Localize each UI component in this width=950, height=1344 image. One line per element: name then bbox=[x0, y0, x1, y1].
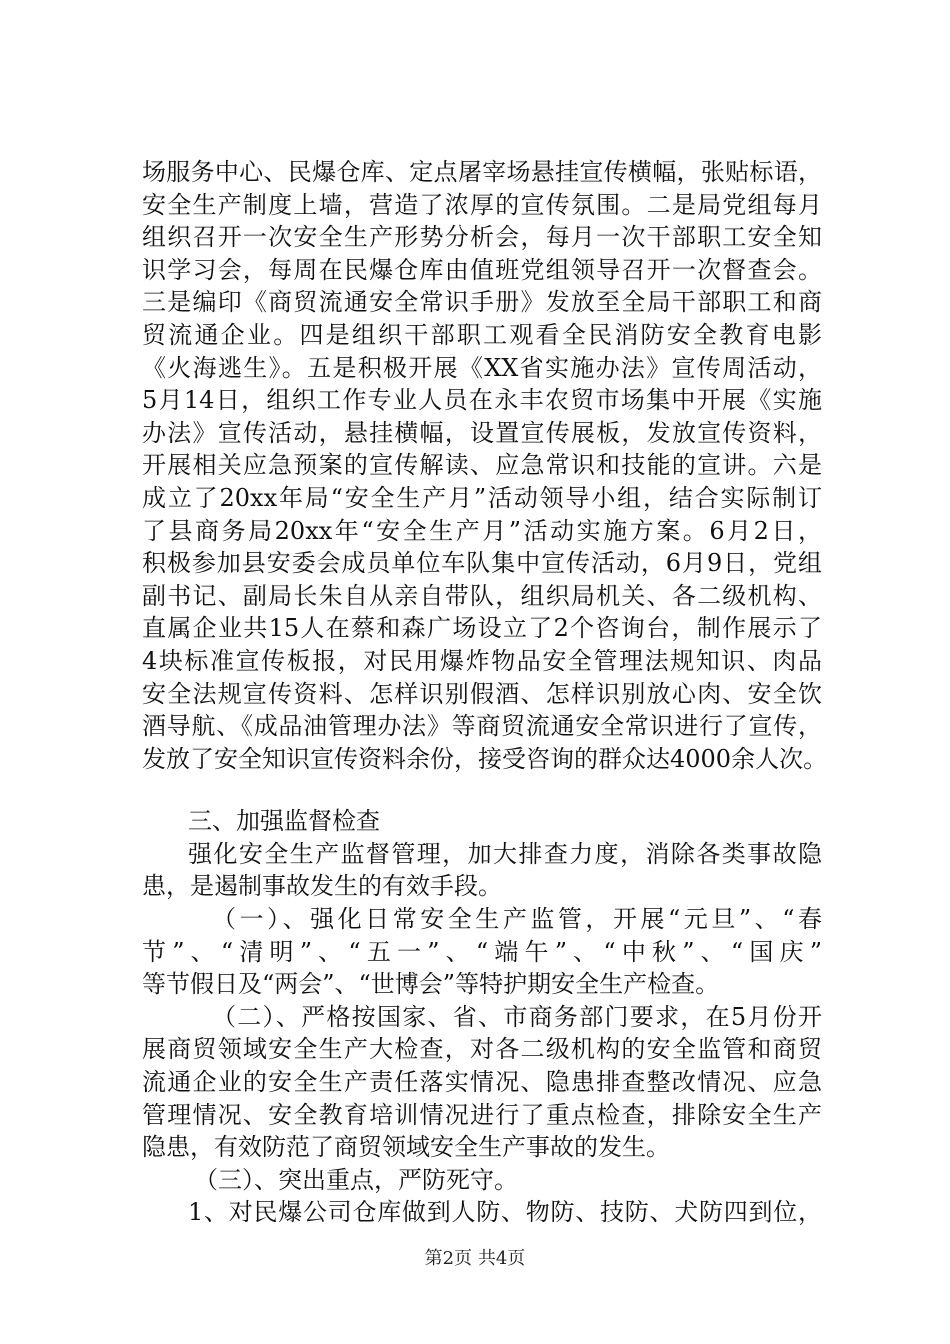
document-body bbox=[142, 156, 828, 1229]
paragraph-item-2 bbox=[142, 1001, 822, 1164]
paragraph-item-1 bbox=[142, 903, 822, 1001]
text-line: 酒导航、《成品油管理办法》等商贸流通安全常识进行了宣传， bbox=[142, 712, 822, 741]
text-line: 副书记、副局长朱自从亲自带队，组织局机关、各二级机构、 bbox=[142, 581, 822, 610]
text-line: 安全生产制度上墙，营造了浓厚的宣传氛围。二是局党组每月 bbox=[142, 190, 822, 219]
paragraph-intro bbox=[142, 838, 822, 903]
text-line: 场服务中心、民爆仓库、定点屠宰场悬挂宣传横幅，张贴标语， bbox=[142, 158, 822, 186]
text-line: 强化安全生产监督管理，加大排查力度，消除各类事故隐 bbox=[188, 839, 822, 868]
text-line: 5月14日，组织工作专业人员在永丰农贸市场集中开展《实施 bbox=[142, 386, 822, 415]
text-line: 4块标准宣传板报，对民用爆炸物品安全管理法规知识、肉品 bbox=[142, 646, 822, 675]
text-line: 发放了安全知识宣传资料余份，接受咨询的群众达4000余人次。 bbox=[142, 744, 828, 773]
text-line: 成立了20xx年局“安全生产月”活动领导小组，结合实际制订 bbox=[142, 483, 822, 512]
text-line: 等节假日及“两会”、“世博会”等特护期安全生产检查。 bbox=[142, 970, 720, 999]
text-line: 开展相关应急预案的宣传解读、应急常识和技能的宣讲。六是 bbox=[142, 451, 822, 480]
paragraph-item-3: （三）、突出重点，严防死守。 bbox=[194, 1165, 518, 1194]
text-line: （二）、严格按国家、省、市商务部门要求，在5月份开 bbox=[212, 1002, 822, 1031]
page-number-footer: 第2页 共4页 bbox=[424, 1248, 526, 1269]
paragraph-publicity bbox=[142, 156, 828, 775]
section-heading: 三、加强监督检查 bbox=[188, 807, 380, 836]
text-line: （一）、强化日常安全生产监管，开展“元旦”、“春 bbox=[212, 905, 822, 934]
text-line: 贸流通企业。四是组织干部职工观看全民消防安全教育电影 bbox=[142, 320, 822, 349]
text-line: 展商贸领域安全生产大检查，对各二级机构的安全监管和商贸 bbox=[142, 1035, 822, 1064]
text-line: 节”、“清明”、“五一”、“端午”、“中秋”、“国庆” bbox=[142, 937, 822, 966]
paragraph-item-3-sub-1: 1、对民爆公司仓库做到人防、物防、技防、犬防四到位， bbox=[188, 1198, 822, 1227]
text-line: 管理情况、安全教育培训情况进行了重点检查，排除安全生产 bbox=[142, 1100, 822, 1129]
text-line: 识学习会，每周在民爆仓库由值班党组领导召开一次督查会。 bbox=[142, 255, 822, 284]
text-line: 《火海逃生》。五是积极开展《XX省实施办法》宣传周活动， bbox=[142, 353, 822, 382]
text-line: 办法》宣传活动，悬挂横幅，设置宣传展板，发放宣传资料， bbox=[142, 418, 822, 447]
text-line: 直属企业共15人在蔡和森广场设立了2个咨询台，制作展示了 bbox=[142, 614, 822, 643]
text-line: 隐患，有效防范了商贸领域安全生产事故的发生。 bbox=[142, 1133, 670, 1162]
text-line: 三是编印《商贸流通安全常识手册》发放至全局干部职工和商 bbox=[142, 288, 822, 317]
text-line: 安全法规宣传资料、怎样识别假酒、怎样识别放心肉、安全饮 bbox=[142, 679, 822, 708]
text-line: 组织召开一次安全生产形势分析会，每月一次干部职工安全知 bbox=[142, 223, 822, 252]
text-line: 流通企业的安全生产责任落实情况、隐患排查整改情况、应急 bbox=[142, 1068, 822, 1097]
text-line: 积极参加县安委会成员单位车队集中宣传活动，6月9日，党组 bbox=[142, 549, 822, 578]
paragraph-gap bbox=[142, 775, 822, 805]
text-line: 了县商务局20xx年“安全生产月”活动实施方案。6月2日， bbox=[142, 516, 822, 545]
text-line: 患，是遏制事故发生的有效手段。 bbox=[142, 872, 502, 901]
